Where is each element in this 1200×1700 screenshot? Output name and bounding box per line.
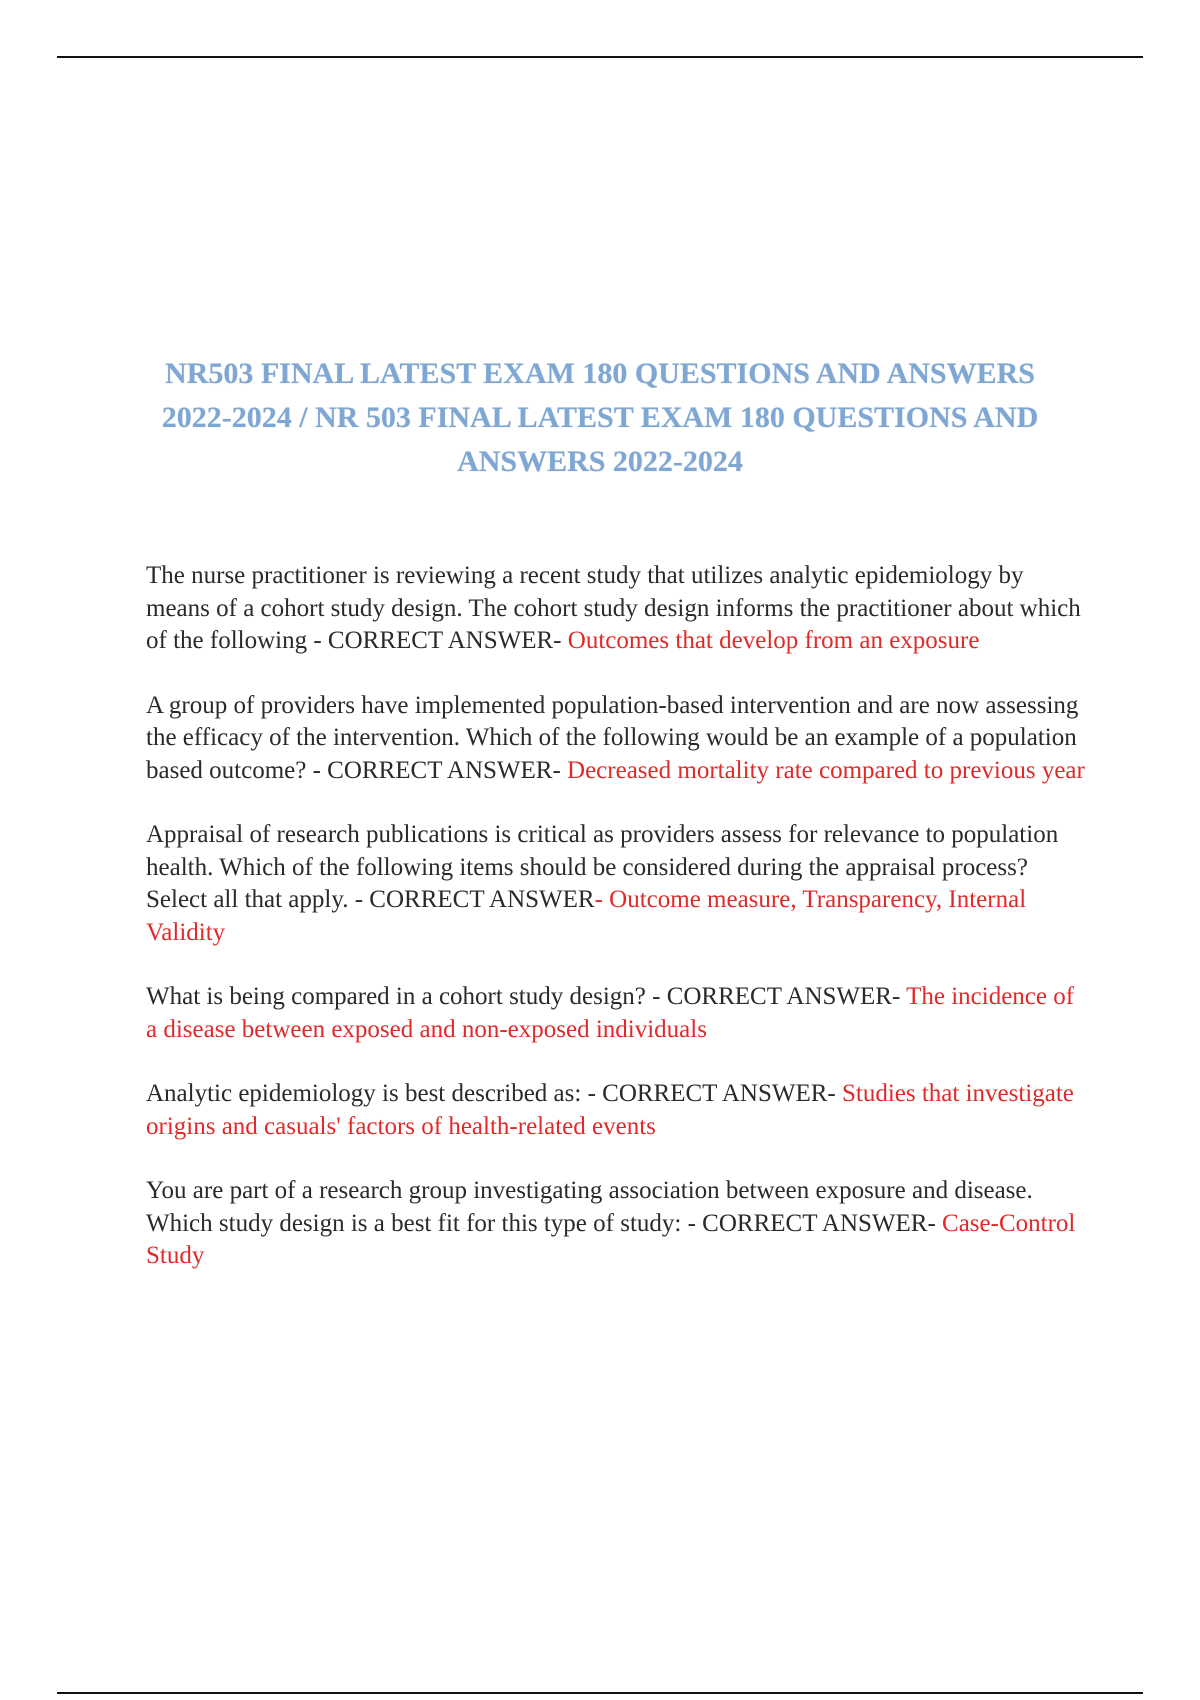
- question-text: A group of providers have implemented population-based intervention and are now assessing the efficacy of the intervention. Which of the following would be an example of a population based outcome? - CORRECT ANSWER-: [146, 691, 1079, 784]
- qa-item-5: [146, 1078, 1091, 1143]
- document-title: NR503 FINAL LATEST EXAM 180 QUESTIONS AND ANSWERS 2022-2024 / NR 503 FINAL LATEST EXAM 180 QUESTIONS AND ANSWERS 2022-2024: [161, 357, 1039, 478]
- qa-item-4: [146, 981, 1091, 1046]
- question-text: The nurse practitioner is reviewing a recent study that utilizes analytic epidemiology by means of a cohort study design. The cohort study design informs the practitioner about which of the following - CORRECT ANSWER-: [146, 562, 1081, 654]
- question-text: What is being compared in a cohort study design? - CORRECT ANSWER-: [146, 983, 907, 1010]
- question-text: You are part of a research group investigating association between exposure and disease. Which study design is a best fit for this type of study: - CORRECT ANSWER-: [146, 1177, 1033, 1237]
- question-text: Appraisal of research publications is critical as providers assess for relevance to population health. Which of the following items should be considered during the appraisal process? Select all that apply. - CORRECT ANSWER: [146, 821, 1059, 913]
- qa-item-3: [146, 819, 1091, 949]
- answer-text: Decreased mortality rate compared to previous year: [567, 756, 1085, 784]
- top-divider: [57, 56, 1143, 58]
- qa-item-2: [146, 690, 1091, 788]
- bottom-divider: [57, 1692, 1143, 1694]
- answer-text: The incidence of a disease between exposed and non-exposed individuals: [146, 983, 1075, 1043]
- qa-list: [146, 560, 1091, 1305]
- answer-text: Case-Control Study: [146, 1209, 1076, 1269]
- answer-text: Studies that investigate origins and casuals' factors of health-related events: [146, 1080, 1074, 1140]
- answer-text: - Outcome measure, Transparency, Internal Validity: [146, 886, 1027, 946]
- qa-item-6: [146, 1175, 1091, 1273]
- answer-text: Outcomes that develop from an exposure: [567, 627, 980, 654]
- question-text: Analytic epidemiology is best described as: - CORRECT ANSWER-: [146, 1080, 842, 1107]
- qa-item-1: [146, 560, 1091, 658]
